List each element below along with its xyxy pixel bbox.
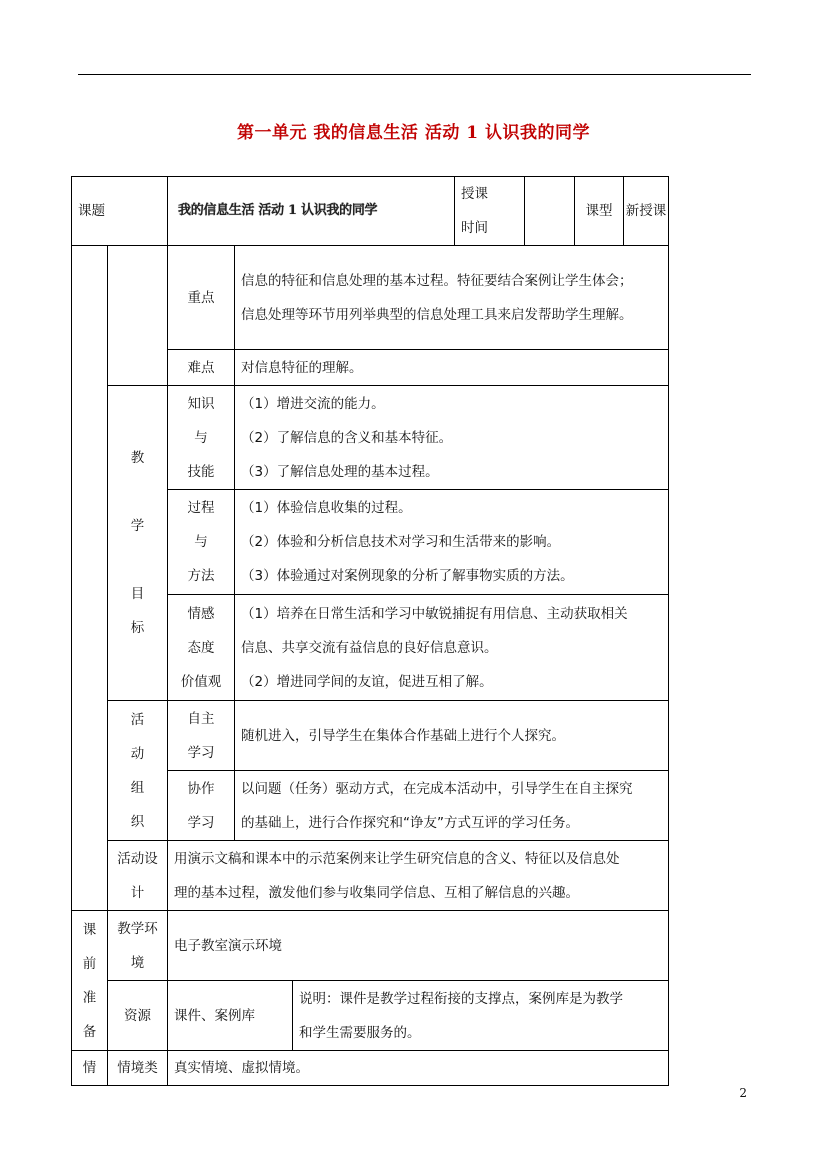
table-row <box>72 981 669 1051</box>
situation-text: 真实情境、虚拟情境。 <box>168 1051 669 1086</box>
self-study-text: 随机进入，引导学生在集体合作基础上进行个人探究。 <box>235 701 669 771</box>
emotion-label: 情感 态度 价值观 <box>168 595 235 701</box>
process-text: （1）体验信息收集的过程。 （2）体验和分析信息技术对学习和生活带来的影响。 （3）体验通过对案例现象的分析了解事物实质的方法。 <box>235 490 669 595</box>
situation-label: 情境类 <box>108 1051 168 1086</box>
subject-value: 我的信息生活 活动 1 认识我的同学 <box>168 177 455 246</box>
resource-value: 课件、案例库 <box>168 981 293 1051</box>
situation-group-label: 情 <box>72 1051 108 1086</box>
blank-group-cell <box>108 246 168 386</box>
design-label: 活动设 计 <box>108 841 168 911</box>
difficulty-text: 对信息特征的理解。 <box>235 350 669 386</box>
time-label: 授课 时间 <box>455 177 525 246</box>
type-label: 课型 <box>585 203 613 219</box>
resource-note: 说明：课件是教学过程衔接的支撑点，案例库是为教学 和学生需要服务的。 <box>293 981 669 1051</box>
knowledge-label: 知识 与 技能 <box>168 386 235 490</box>
subject-label: 课题 <box>72 177 168 246</box>
key-point-text: 信息的特征和信息处理的基本过程。特征要结合案例让学生体会； 信息处理等环节用列举典型的信息处理工具来启发帮助学生理解。 <box>235 246 669 350</box>
key-point-label: 重点 <box>168 246 235 350</box>
table-row <box>72 386 669 490</box>
table-row <box>72 246 669 350</box>
table-row <box>72 911 669 981</box>
environment-label: 教学环 境 <box>108 911 168 981</box>
table-row <box>72 1051 669 1086</box>
resource-label: 资源 <box>108 981 168 1051</box>
table-row <box>72 841 669 911</box>
coop-study-label: 协作 学习 <box>168 771 235 841</box>
preparation-label: 课 前 准 备 <box>72 911 108 1051</box>
page-number: 2 <box>739 1086 747 1100</box>
header-rule <box>78 74 751 75</box>
process-label: 过程 与 方法 <box>168 490 235 595</box>
type-cell <box>575 177 669 246</box>
table-row <box>72 701 669 771</box>
blank-left-column <box>72 246 108 911</box>
time-value <box>525 177 575 246</box>
design-text: 用演示文稿和课本中的示范案例来让学生研究信息的含义、特征以及信息处 理的基本过程，激发他们参与收集同学信息、互相了解信息的兴趣。 <box>168 841 669 911</box>
organization-label: 活 动 组 织 <box>108 701 168 841</box>
emotion-text: （1）培养在日常生活和学习中敏锐捕捉有用信息、主动获取相关 信息、共享交流有益信息的良好信息意识。 （2）增进同学间的友谊，促进互相了解。 <box>235 595 669 701</box>
coop-study-text: 以问题（任务）驱动方式，在完成本活动中，引导学生在自主探究 的基础上，进行合作探究和“诤友”方式互评的学习任务。 <box>235 771 669 841</box>
self-study-label: 自主 学习 <box>168 701 235 771</box>
document-title: 第一单元 我的信息生活 活动 1 认识我的同学 <box>236 123 590 143</box>
knowledge-text: （1）增进交流的能力。 （2）了解信息的含义和基本特征。 （3）了解信息处理的基本过程。 <box>235 386 669 490</box>
lesson-plan-table <box>71 176 669 1086</box>
type-value: 新授课 <box>625 203 667 219</box>
objectives-label: 教 学 目 标 <box>108 386 168 701</box>
difficulty-label: 难点 <box>168 350 235 386</box>
table-row <box>72 177 669 246</box>
environment-text: 电子教室演示环境 <box>168 911 669 981</box>
